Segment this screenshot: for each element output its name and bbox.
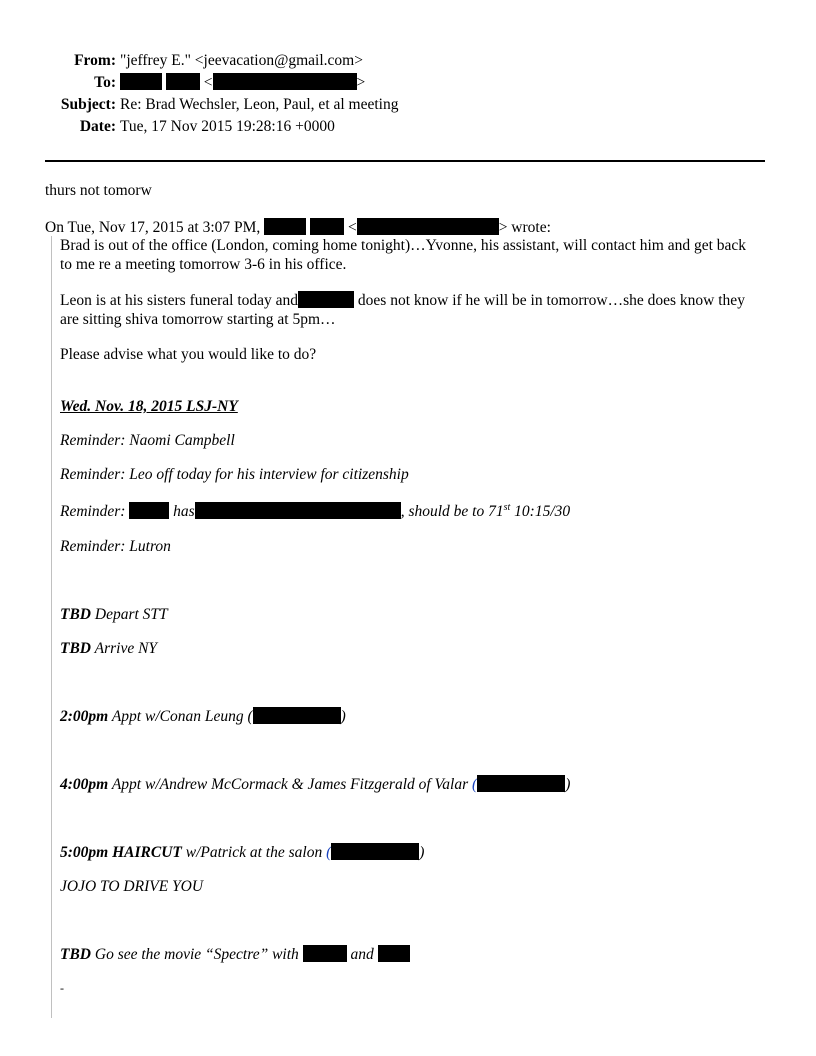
movie-time: TBD bbox=[60, 946, 91, 963]
reminder-lutron: Reminder: Lutron bbox=[60, 538, 171, 555]
redaction-box bbox=[331, 843, 419, 860]
from-label: From: bbox=[74, 52, 116, 69]
appt1-time: 2:00pm bbox=[60, 708, 109, 725]
to-row bbox=[0, 72, 816, 94]
para1-line1: Brad is out of the office (London, coming home tonight)…Yvonne, his assistant, will contact him and get back bbox=[60, 237, 747, 254]
to-label: To: bbox=[94, 74, 116, 91]
para1-line2: to me re a meeting tomorrow 3-6 in his office. bbox=[60, 256, 347, 273]
appt-conan bbox=[60, 707, 772, 726]
redaction-box bbox=[253, 707, 341, 724]
schedule-heading: Wed. Nov. 18, 2015 LSJ-NY bbox=[60, 398, 238, 415]
depart-row bbox=[60, 605, 772, 624]
reminder3-part-c: , should be to 71 bbox=[400, 503, 504, 520]
reply-text: thurs not tomorw bbox=[45, 182, 152, 199]
appt3-time: 5:00pm HAIRCUT bbox=[60, 844, 182, 861]
subject-value: Re: Brad Wechsler, Leon, Paul, et al meeting bbox=[120, 96, 399, 113]
date-value: Tue, 17 Nov 2015 19:28:16 +0000 bbox=[120, 118, 335, 135]
appt2-open: ( bbox=[472, 776, 478, 793]
reminder3-sup: st bbox=[503, 501, 511, 513]
reminder3-part-b: has bbox=[173, 503, 195, 520]
appt1-text: Appt w/Conan Leung ( bbox=[111, 708, 253, 725]
to-lt: < bbox=[203, 74, 213, 91]
redaction-box bbox=[120, 73, 162, 90]
redaction-box bbox=[264, 218, 306, 235]
reminder-leo: Reminder: Leo off today for his interview for citizenship bbox=[60, 466, 409, 483]
trailing-dash: - bbox=[60, 981, 64, 995]
para3: Please advise what you would like to do? bbox=[60, 346, 317, 363]
redaction-box bbox=[310, 218, 344, 235]
movie-text: Go see the movie “Spectre” with bbox=[94, 946, 299, 963]
redaction-box bbox=[357, 218, 499, 235]
redaction-box bbox=[298, 291, 354, 308]
appt3-close: ) bbox=[419, 844, 425, 861]
redaction-box bbox=[477, 775, 565, 792]
para2-part-b: does not know if he will be in tomorrow…she does know they bbox=[357, 292, 745, 309]
redaction-box bbox=[378, 945, 410, 962]
movie-row bbox=[60, 945, 772, 964]
appt3-open: ( bbox=[326, 844, 332, 861]
appt1-close: ) bbox=[340, 708, 346, 725]
depart-time: TBD bbox=[60, 606, 91, 623]
to-value bbox=[120, 72, 365, 94]
appt2-text: Appt w/Andrew McCormack & James Fitzgerald of Valar bbox=[111, 776, 469, 793]
from-row bbox=[0, 50, 816, 72]
redaction-box bbox=[129, 502, 169, 519]
redaction-box bbox=[166, 73, 200, 90]
appt2-time: 4:00pm bbox=[60, 776, 109, 793]
reminder3-part-d: 10:15/30 bbox=[510, 503, 571, 520]
appt3-text: w/Patrick at the salon bbox=[185, 844, 323, 861]
reminder3-part-a: Reminder: bbox=[60, 503, 126, 520]
appt-valar bbox=[60, 775, 772, 794]
depart-text: Depart STT bbox=[94, 606, 168, 623]
email-header bbox=[0, 50, 816, 138]
para2-line2: are sitting shiva tomorrow starting at 5pm… bbox=[60, 311, 336, 328]
header-divider bbox=[45, 160, 765, 162]
appt-haircut bbox=[60, 843, 772, 862]
reminder-71st bbox=[60, 502, 772, 521]
para2-part-a: Leon is at his sisters funeral today and bbox=[60, 292, 299, 309]
wrote-suffix: > wrote: bbox=[498, 219, 551, 236]
movie-and: and bbox=[350, 946, 374, 963]
quote-attribution bbox=[45, 218, 551, 237]
from-value: "jeffrey E." <jeevacation@gmail.com> bbox=[120, 52, 363, 69]
arrive-text: Arrive NY bbox=[94, 640, 158, 657]
subject-label: Subject: bbox=[60, 96, 116, 113]
wrote-prefix: On Tue, Nov 17, 2015 at 3:07 PM, bbox=[45, 219, 261, 236]
redaction-box bbox=[195, 502, 401, 519]
para2-line1 bbox=[60, 291, 772, 310]
quoted-message bbox=[51, 236, 776, 1018]
reminder-naomi: Reminder: Naomi Campbell bbox=[60, 432, 235, 449]
wrote-lt: < bbox=[347, 219, 357, 236]
jojo-line: JOJO TO DRIVE YOU bbox=[60, 878, 204, 895]
arrive-row bbox=[60, 639, 772, 658]
to-gt: > bbox=[356, 74, 366, 91]
date-label: Date: bbox=[79, 118, 116, 135]
date-row bbox=[0, 116, 816, 138]
redaction-box bbox=[213, 73, 357, 90]
redaction-box bbox=[303, 945, 347, 962]
appt2-close: ) bbox=[565, 776, 571, 793]
subject-row bbox=[0, 94, 816, 116]
arrive-time: TBD bbox=[60, 640, 91, 657]
